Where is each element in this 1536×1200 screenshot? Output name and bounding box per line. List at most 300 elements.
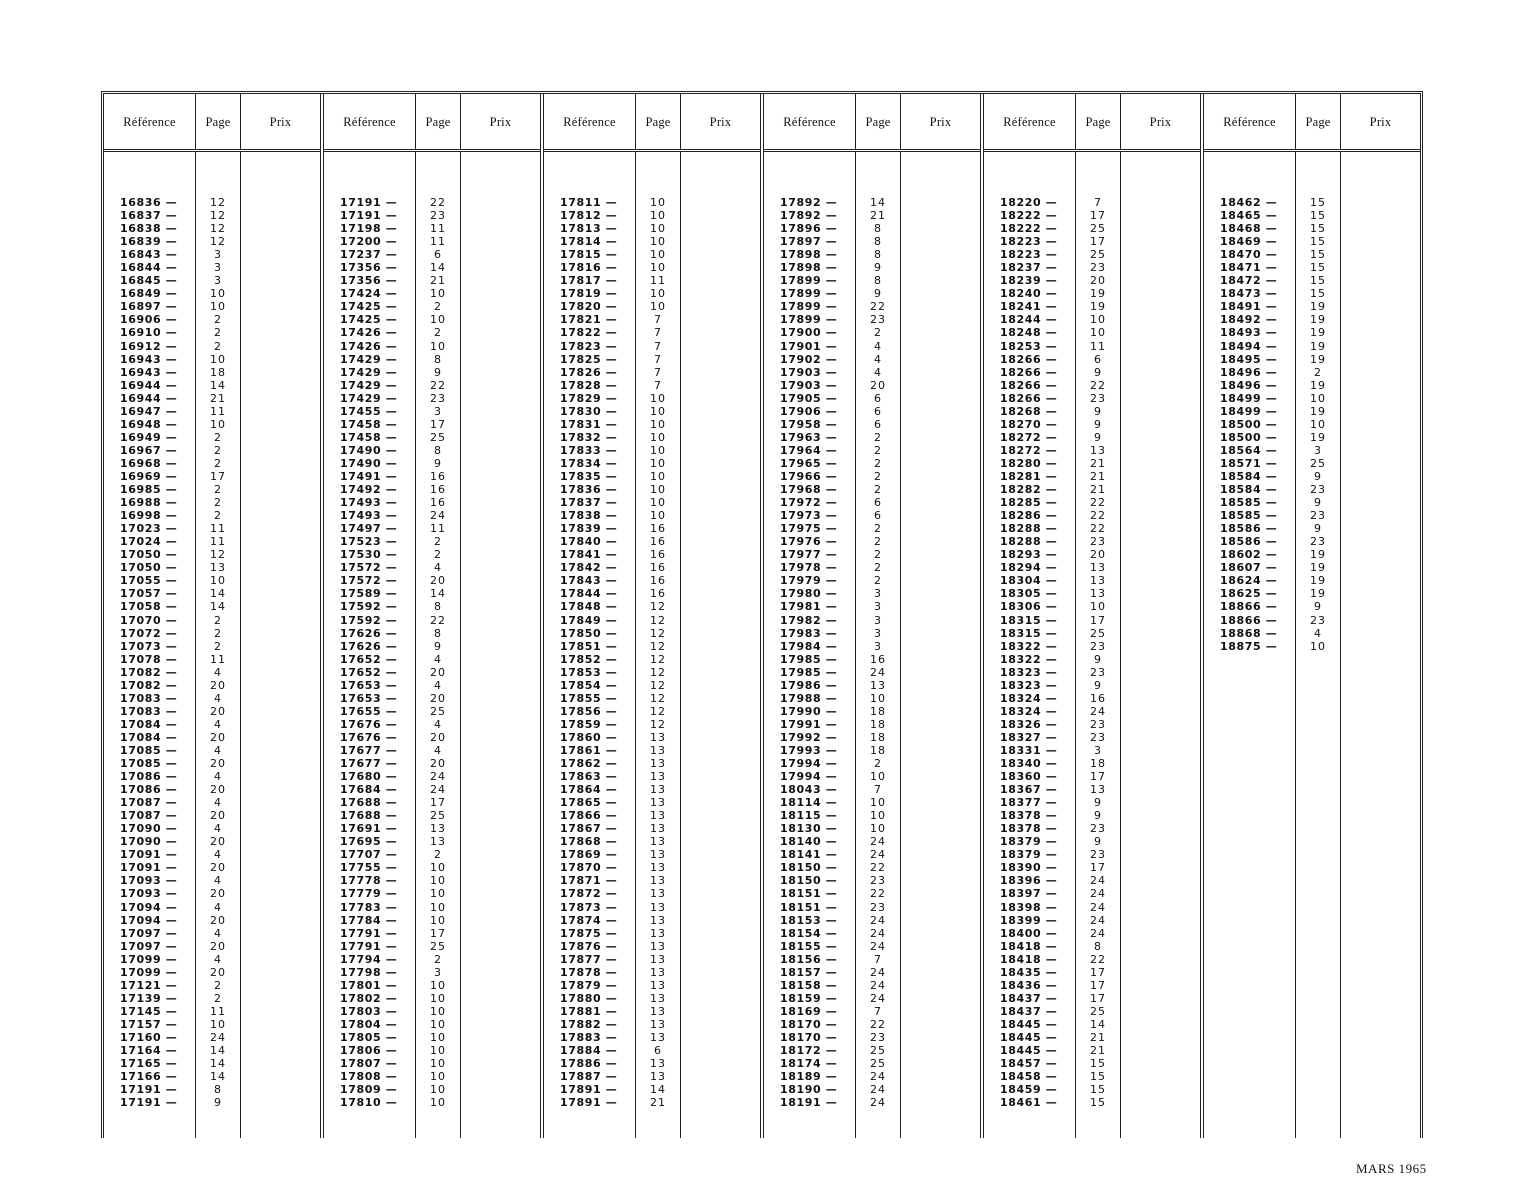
reference-cell: 17887 —: [560, 1070, 618, 1084]
page-cell: 9: [434, 456, 442, 470]
page-cell: 20: [210, 704, 226, 718]
reference-cell: 18378 —: [1000, 809, 1058, 823]
prix-column: [1340, 152, 1420, 1138]
column-header-row: [764, 94, 980, 152]
page-cell: 20: [430, 574, 446, 588]
page-cell: 13: [650, 952, 666, 966]
reference-cell: 18360 —: [1000, 770, 1058, 784]
reference-cell: 17072 —: [120, 626, 178, 640]
page-cell: 2: [874, 483, 882, 497]
reference-cell: 17802 —: [340, 991, 398, 1005]
page-cell: 24: [1090, 913, 1106, 927]
page-cell: 24: [870, 1083, 886, 1097]
header-prix: Prix: [680, 94, 760, 149]
page-cell: 11: [210, 1004, 226, 1018]
reference-cell: 17812 —: [560, 209, 618, 223]
page-cell: 8: [874, 248, 882, 262]
page-cell: 9: [874, 287, 882, 301]
page-cell: 10: [430, 1083, 446, 1097]
reference-cell: 17876 —: [560, 939, 618, 953]
page-cell: 2: [214, 626, 222, 640]
prix-column: [460, 152, 540, 1138]
reference-cell: 17829 —: [560, 391, 618, 405]
reference-cell: 18585 —: [1220, 509, 1278, 523]
page-cell: 19: [1310, 404, 1326, 418]
page-cell: 15: [1090, 1096, 1106, 1110]
reference-cell: 16845 —: [120, 274, 178, 288]
page-cell: 11: [650, 274, 666, 288]
reference-cell: 18624 —: [1220, 574, 1278, 588]
reference-cell: 17861 —: [560, 743, 618, 757]
page-cell: 13: [430, 835, 446, 849]
reference-cell: 18327 —: [1000, 730, 1058, 744]
page-cell: 7: [654, 339, 662, 353]
reference-cell: 18323 —: [1000, 678, 1058, 692]
reference-cell: 17985 —: [780, 665, 838, 679]
reference-cell: 18418 —: [1000, 939, 1058, 953]
page-cell: 3: [874, 600, 882, 614]
reference-cell: 18189 —: [780, 1070, 838, 1084]
reference-cell: 17099 —: [120, 965, 178, 979]
page-cell: 25: [430, 809, 446, 823]
page-cell: 2: [874, 469, 882, 483]
reference-cell: 17871 —: [560, 874, 618, 888]
page-cell: 14: [210, 1057, 226, 1071]
reference-cell: 17805 —: [340, 1031, 398, 1044]
page-cell: 19: [1310, 561, 1326, 575]
page-cell: 9: [1314, 522, 1322, 536]
reference-cell: 17810 —: [340, 1096, 398, 1110]
reference-cell: 18151 —: [780, 900, 838, 914]
reference-cell: 17844 —: [560, 587, 618, 601]
reference-cell: 18315 —: [1000, 613, 1058, 627]
page-cell: 24: [870, 1070, 886, 1084]
reference-cell: 17086 —: [120, 783, 178, 797]
page-cell: 10: [870, 796, 886, 810]
page-cell: 10: [1310, 391, 1326, 405]
reference-cell: 17688 —: [340, 796, 398, 810]
page-cell: 10: [430, 978, 446, 992]
page-cell: 20: [210, 809, 226, 823]
page-cell: 8: [1094, 939, 1102, 953]
page-cell: 17: [1090, 235, 1106, 249]
reference-cell: 17707 —: [340, 848, 398, 862]
reference-cell: 17850 —: [560, 626, 618, 640]
reference-cell: 17899 —: [780, 300, 838, 314]
page-cell: 23: [1090, 665, 1106, 679]
page-cell: 20: [210, 861, 226, 875]
header-reference: Référence: [1223, 115, 1276, 129]
page-cell: 10: [650, 287, 666, 301]
reference-cell: 17791 —: [340, 939, 398, 953]
reference-cell: 17801 —: [340, 978, 398, 992]
page-cell: 12: [210, 548, 226, 562]
reference-cell: 17492 —: [340, 483, 398, 497]
page-cell: 11: [210, 522, 226, 536]
page-cell: 25: [870, 1044, 886, 1058]
reference-cell: 17424 —: [340, 287, 398, 301]
reference-cell: 17490 —: [340, 443, 398, 457]
reference-cell: 17191 —: [120, 1083, 178, 1097]
reference-cell: 17145 —: [120, 1004, 178, 1018]
page-cell: 2: [214, 326, 222, 340]
page-cell: 12: [650, 704, 666, 718]
reference-cell: 16969 —: [120, 469, 178, 483]
page-cell: 10: [210, 574, 226, 588]
page-cell: 9: [434, 639, 442, 653]
reference-cell: 17884 —: [560, 1044, 618, 1058]
page-cell: 23: [1090, 730, 1106, 744]
page-cell: 9: [1314, 496, 1322, 510]
page-cell: 9: [1094, 417, 1102, 431]
page-cell: 17: [1090, 861, 1106, 875]
page-cell: 9: [1094, 796, 1102, 810]
page-cell: 2: [1314, 365, 1322, 379]
reference-cell: 18390 —: [1000, 861, 1058, 875]
reference-cell: 17867 —: [560, 822, 618, 836]
page-cell: 2: [874, 757, 882, 771]
reference-cell: 18155 —: [780, 939, 838, 953]
page-cell: 20: [1090, 274, 1106, 288]
reference-cell: 17823 —: [560, 339, 618, 353]
reference-cell: 17992 —: [780, 730, 838, 744]
reference-cell: 18468 —: [1220, 222, 1278, 236]
reference-cell: 17807 —: [340, 1057, 398, 1071]
reference-cell: 18286 —: [1000, 509, 1058, 523]
page-cell: 7: [874, 1004, 882, 1018]
reference-cell: 17905 —: [780, 391, 838, 405]
page-cell: 20: [430, 665, 446, 679]
header-reference: Référence: [343, 115, 396, 129]
page-cell: 3: [874, 613, 882, 627]
page-cell: 2: [874, 326, 882, 340]
reference-cell: 16967 —: [120, 443, 178, 457]
reference-cell: 17819 —: [560, 287, 618, 301]
header-page: Page: [635, 94, 680, 149]
page-cell: 23: [430, 391, 446, 405]
column-group-2: [320, 94, 540, 1138]
reference-cell: 17991 —: [780, 717, 838, 731]
reference-cell: 18154 —: [780, 926, 838, 940]
reference-cell: 18473 —: [1220, 287, 1278, 301]
reference-cell: 17023 —: [120, 522, 178, 536]
page-cell: 6: [874, 404, 882, 418]
reference-cell: 18499 —: [1220, 391, 1278, 405]
reference-cell: 17085 —: [120, 757, 178, 771]
reference-cell: 17490 —: [340, 456, 398, 470]
reference-cell: 17458 —: [340, 430, 398, 444]
reference-cell: 17814 —: [560, 235, 618, 249]
page-cell: 10: [430, 1017, 446, 1031]
page-cell: 20: [430, 757, 446, 771]
reference-cell: 18266 —: [1000, 365, 1058, 379]
page-cell: 16: [650, 587, 666, 601]
page-cell: 13: [650, 1017, 666, 1031]
reference-cell: 17896 —: [780, 222, 838, 236]
reference-cell: 17878 —: [560, 965, 618, 979]
page-cell: 25: [1090, 248, 1106, 262]
reference-cell: 18153 —: [780, 913, 838, 927]
page-cell: 21: [1090, 456, 1106, 470]
page-cell: 2: [214, 483, 222, 497]
page-cell: 10: [650, 209, 666, 223]
page-cell: 13: [650, 939, 666, 953]
page-cell: 6: [874, 509, 882, 523]
column-group-3: [540, 94, 760, 1138]
page-cell: 10: [870, 691, 886, 705]
page-cell: 10: [870, 770, 886, 784]
page-cell: 20: [430, 691, 446, 705]
reference-cell: 17870 —: [560, 861, 618, 875]
reference-cell: 18172 —: [780, 1044, 838, 1058]
reference-cell: 18436 —: [1000, 978, 1058, 992]
reference-cell: 17869 —: [560, 848, 618, 862]
footer-date: MARS 1965: [1356, 1161, 1427, 1176]
reference-cell: 18469 —: [1220, 235, 1278, 249]
header-page: Page: [415, 94, 460, 149]
page-cell: 13: [210, 561, 226, 575]
page-cell: 2: [214, 639, 222, 653]
reference-cell: 17097 —: [120, 939, 178, 953]
reference-cell: 17873 —: [560, 900, 618, 914]
reference-cell: 16948 —: [120, 417, 178, 431]
reference-cell: 17990 —: [780, 704, 838, 718]
reference-column: [1204, 152, 1295, 1138]
reference-cell: 17856 —: [560, 704, 618, 718]
page-cell: 16: [1090, 691, 1106, 705]
page-cell: 2: [214, 313, 222, 327]
page-cell: 19: [1310, 300, 1326, 314]
reference-cell: 17900 —: [780, 326, 838, 340]
reference-cell: 18288 —: [1000, 535, 1058, 549]
reference-cell: 17903 —: [780, 365, 838, 379]
reference-cell: 17425 —: [340, 300, 398, 314]
reference-cell: 18461 —: [1000, 1096, 1058, 1110]
page-cell: 13: [650, 965, 666, 979]
page-cell: 14: [210, 378, 226, 392]
page-cell: 4: [874, 365, 882, 379]
reference-cell: 17985 —: [780, 652, 838, 666]
page-cell: 4: [214, 796, 222, 810]
page-cell: 16: [870, 652, 886, 666]
page-cell: 18: [210, 365, 226, 379]
page-cell: 13: [650, 861, 666, 875]
page-cell: 13: [650, 913, 666, 927]
page-cell: 17: [1090, 991, 1106, 1005]
page-cell: 19: [1310, 430, 1326, 444]
page-cell: 25: [1310, 456, 1326, 470]
reference-cell: 18169 —: [780, 1004, 838, 1018]
reference-cell: 17899 —: [780, 313, 838, 327]
page-cell: 21: [1090, 1031, 1106, 1044]
reference-cell: 18288 —: [1000, 522, 1058, 536]
page-cell: 14: [210, 1044, 226, 1058]
page-cell: 24: [870, 991, 886, 1005]
page-cell: 4: [214, 848, 222, 862]
page-cell: 4: [214, 770, 222, 784]
page-cell: 13: [650, 991, 666, 1005]
page-cell: 20: [210, 913, 226, 927]
reference-cell: 18222 —: [1000, 222, 1058, 236]
page-cell: 13: [1090, 443, 1106, 457]
reference-cell: 17099 —: [120, 952, 178, 966]
reference-cell: 17821 —: [560, 313, 618, 327]
page-cell: 25: [1090, 1004, 1106, 1018]
reference-cell: 17841 —: [560, 548, 618, 562]
page-cell: 24: [870, 665, 886, 679]
reference-cell: 17493 —: [340, 496, 398, 510]
reference-cell: 17655 —: [340, 704, 398, 718]
page-cell: 9: [1314, 600, 1322, 614]
reference-cell: 17866 —: [560, 809, 618, 823]
reference-cell: 18445 —: [1000, 1031, 1058, 1044]
reference-cell: 18305 —: [1000, 587, 1058, 601]
page-cell: 23: [1090, 848, 1106, 862]
reference-cell: 17024 —: [120, 535, 178, 549]
page-cell: 9: [1094, 404, 1102, 418]
column-group-5: [980, 94, 1200, 1138]
reference-cell: 16998 —: [120, 509, 178, 523]
reference-cell: 17426 —: [340, 339, 398, 353]
page-cell: 21: [210, 391, 226, 405]
reference-cell: 18500 —: [1220, 417, 1278, 431]
page-cell: 15: [1310, 287, 1326, 301]
reference-cell: 18282 —: [1000, 483, 1058, 497]
reference-cell: 18586 —: [1220, 535, 1278, 549]
page-cell: 25: [1090, 626, 1106, 640]
reference-cell: 17572 —: [340, 574, 398, 588]
reference-cell: 16839 —: [120, 235, 178, 249]
page-cell: 9: [214, 1096, 222, 1110]
page-cell: 2: [874, 522, 882, 536]
page-cell: 17: [1090, 978, 1106, 992]
reference-cell: 17811 —: [560, 196, 618, 209]
reference-cell: 17458 —: [340, 417, 398, 431]
page-cell: 24: [870, 913, 886, 927]
page-cell: 13: [650, 783, 666, 797]
reference-column: [764, 152, 855, 1138]
reference-cell: 17830 —: [560, 404, 618, 418]
reference-cell: 18465 —: [1220, 209, 1278, 223]
header-page: Page: [1075, 94, 1120, 149]
reference-cell: 18875 —: [1220, 639, 1278, 653]
reference-cell: 17860 —: [560, 730, 618, 744]
page-cell: 16: [430, 469, 446, 483]
reference-cell: 17497 —: [340, 522, 398, 536]
page-cell: 13: [1090, 561, 1106, 575]
header-reference: Référence: [563, 115, 616, 129]
reference-cell: 17868 —: [560, 835, 618, 849]
reference-cell: 17783 —: [340, 900, 398, 914]
page-cell: 24: [870, 978, 886, 992]
page-cell: 8: [214, 1083, 222, 1097]
page-cell: 16: [650, 548, 666, 562]
page-cell: 19: [1310, 352, 1326, 366]
reference-cell: 17886 —: [560, 1057, 618, 1071]
header-reference: Référence: [1003, 115, 1056, 129]
page-cell: 22: [430, 613, 446, 627]
reference-cell: 18445 —: [1000, 1017, 1058, 1031]
page-cell: 19: [1090, 287, 1106, 301]
reference-cell: 18150 —: [780, 861, 838, 875]
page-cell: 14: [430, 261, 446, 275]
page-cell: 8: [874, 274, 882, 288]
reference-cell: 18322 —: [1000, 652, 1058, 666]
page-cell: 2: [434, 300, 442, 314]
reference-cell: 18584 —: [1220, 483, 1278, 497]
reference-cell: 17832 —: [560, 430, 618, 444]
reference-cell: 17903 —: [780, 378, 838, 392]
page-cell: 3: [874, 587, 882, 601]
page-cell: 10: [870, 822, 886, 836]
page-cell: 9: [1094, 835, 1102, 849]
page-cell: 11: [210, 652, 226, 666]
reference-cell: 18571 —: [1220, 456, 1278, 470]
reference-cell: 17055 —: [120, 574, 178, 588]
page-cell: 12: [650, 691, 666, 705]
page-cell: 2: [214, 496, 222, 510]
reference-cell: 17983 —: [780, 626, 838, 640]
reference-cell: 17979 —: [780, 574, 838, 588]
reference-cell: 17082 —: [120, 665, 178, 679]
reference-cell: 18585 —: [1220, 496, 1278, 510]
reference-cell: 17958 —: [780, 417, 838, 431]
reference-cell: 17826 —: [560, 365, 618, 379]
page-cell: 20: [210, 887, 226, 901]
reference-cell: 18270 —: [1000, 417, 1058, 431]
page-cell: 3: [434, 404, 442, 418]
page-cell: 13: [1090, 587, 1106, 601]
reference-cell: 18492 —: [1220, 313, 1278, 327]
reference-cell: 17680 —: [340, 770, 398, 784]
reference-cell: 17070 —: [120, 613, 178, 627]
reference-cell: 18437 —: [1000, 1004, 1058, 1018]
reference-cell: 17653 —: [340, 678, 398, 692]
reference-cell: 17872 —: [560, 887, 618, 901]
reference-cell: 17813 —: [560, 222, 618, 236]
reference-cell: 18223 —: [1000, 248, 1058, 262]
reference-cell: 18220 —: [1000, 196, 1058, 209]
reference-cell: 18398 —: [1000, 900, 1058, 914]
page-cell: 10: [650, 196, 666, 209]
page-cell: 10: [430, 861, 446, 875]
reference-cell: 17976 —: [780, 535, 838, 549]
page-cell: 25: [1090, 222, 1106, 236]
reference-cell: 17906 —: [780, 404, 838, 418]
prix-column: [680, 152, 760, 1138]
reference-cell: 18400 —: [1000, 926, 1058, 940]
page-cell: 11: [210, 404, 226, 418]
page-cell: 4: [214, 874, 222, 888]
page-cell: 10: [430, 313, 446, 327]
reference-cell: 17676 —: [340, 717, 398, 731]
reference-cell: 17993 —: [780, 743, 838, 757]
page-cell: 16: [650, 535, 666, 549]
page-cell: 10: [650, 417, 666, 431]
reference-cell: 17825 —: [560, 352, 618, 366]
reference-cell: 17058 —: [120, 600, 178, 614]
reference-cell: 18156 —: [780, 952, 838, 966]
reference-cell: 17164 —: [120, 1044, 178, 1058]
reference-cell: 17848 —: [560, 600, 618, 614]
reference-cell: 18237 —: [1000, 261, 1058, 275]
reference-cell: 17855 —: [560, 691, 618, 705]
page-cell: 24: [430, 770, 446, 784]
reference-column: [324, 152, 415, 1138]
reference-cell: 18462 —: [1220, 196, 1278, 209]
page-cell: 17: [210, 469, 226, 483]
page-cell: 13: [1090, 574, 1106, 588]
